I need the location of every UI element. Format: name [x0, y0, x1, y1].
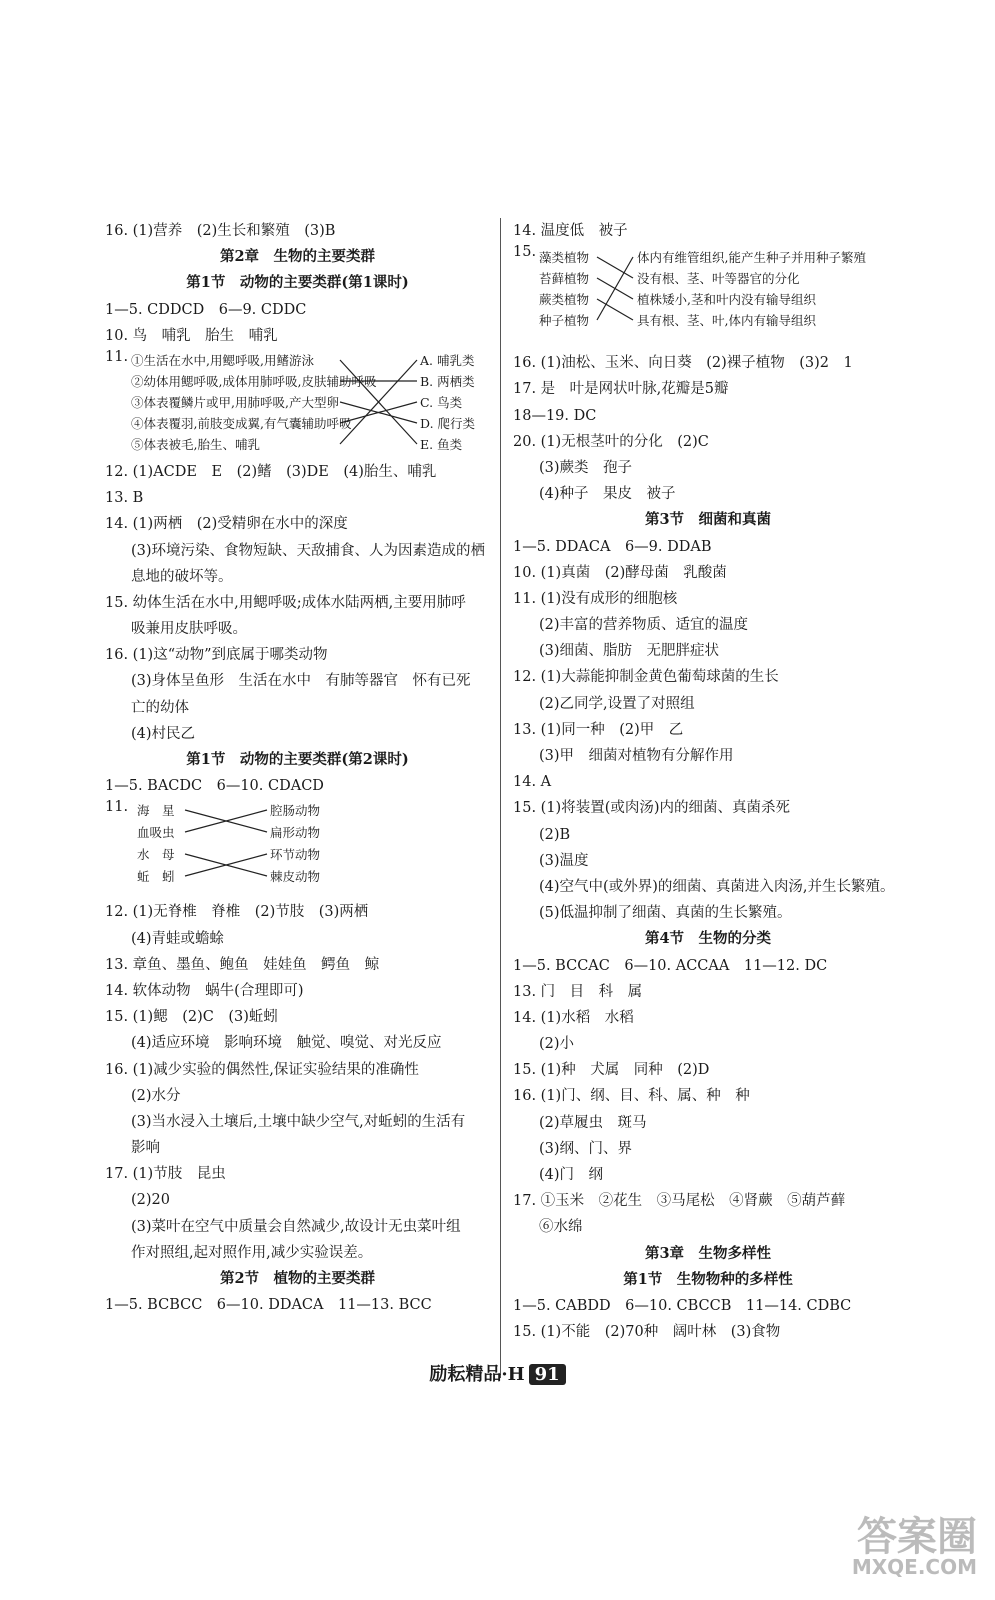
right-column: [513, 218, 903, 1345]
page-number: 91: [529, 1364, 566, 1385]
answer-line: (2)丰富的营养物质、适宜的温度: [539, 617, 749, 634]
answer-line: 14. A: [513, 774, 552, 791]
section-heading: 第1节 动物的主要类群(第1课时): [186, 274, 409, 292]
footer-brand: 励耘精品·H: [429, 1364, 525, 1385]
match-right-item: C. 鸟类: [420, 394, 463, 410]
question-number: 11.: [105, 799, 129, 816]
answer-line: 13. 章鱼、墨鱼、鲍鱼 娃娃鱼 鳄鱼 鲸: [105, 956, 380, 973]
match-left-item: 苔藓植物: [539, 271, 590, 287]
answer-line: 10. (1)真菌 (2)酵母菌 乳酸菌: [513, 564, 727, 581]
answer-line: 15. 幼体生活在水中,用鳃呼吸;成体水陆两栖,主要用肺呼: [105, 594, 466, 611]
answer-line: 作对照组,起对照作用,减少实验误差。: [131, 1244, 373, 1261]
answer-line: 息地的破坏等。: [131, 568, 233, 585]
answer-line: 16. (1)油松、玉米、向日葵 (2)裸子植物 (3)2 1: [513, 355, 853, 372]
answer-line: (4)种子 果皮 被子: [539, 486, 676, 503]
column-divider: [500, 218, 501, 1378]
match-right-item: 棘皮动物: [270, 869, 321, 885]
answer-line: 13. (1)同一种 (2)甲 乙: [513, 721, 684, 738]
section-heading: 第2节 植物的主要类群: [219, 1270, 376, 1287]
match-right-item: 环节动物: [270, 847, 321, 863]
question-number: 15.: [513, 244, 537, 261]
answer-line: 14. (1)水稻 水稻: [513, 1009, 634, 1026]
answer-line: 吸兼用皮肤呼吸。: [131, 621, 247, 638]
match-question-animals: [105, 349, 490, 459]
answer-line: 16. (1)营养 (2)生长和繁殖 (3)B: [105, 223, 336, 239]
answer-line: 1—5. DDACA 6—9. DDAB: [513, 538, 712, 555]
match-right-item: 体内有维管组织,能产生种子并用种子繁殖: [637, 250, 866, 266]
question-number: 11.: [105, 348, 129, 365]
answer-line: 14. 温度低 被子: [513, 223, 628, 239]
answer-line: (3)当水浸入土壤后,土壤中缺少空气,对蚯蚓的生活有: [131, 1113, 466, 1130]
answer-line: (3)菜叶在空气中质量会自然减少,故设计无虫菜叶组: [131, 1218, 461, 1235]
answer-line: 10. 鸟 哺乳 胎生 哺乳: [105, 327, 278, 344]
answer-line: 11. (1)没有成形的细胞核: [513, 590, 678, 607]
answer-line: (3)甲 细菌对植物有分解作用: [539, 748, 734, 764]
answer-line: 1—5. BCCAC 6—10. ACCAA 11—12. DC: [513, 957, 828, 974]
answer-line: (3)细菌、脂肪 无肥胖症状: [539, 643, 720, 660]
answer-line: 15. (1)鳃 (2)C (3)蚯蚓: [105, 1009, 278, 1026]
match-left-item: 蕨类植物: [539, 292, 590, 308]
match-right-item: D. 爬行类: [420, 415, 476, 431]
answer-line: (3)纲、门、界: [539, 1140, 633, 1157]
answer-line: (5)低温抑制了细菌、真菌的生长繁殖。: [539, 905, 792, 922]
match-right-item: 植株矮小,茎和叶内没有输导组织: [637, 292, 816, 308]
answer-line: 影响: [131, 1140, 160, 1157]
answer-line: (4)空气中(或外界)的细菌、真菌进入肉汤,并生长繁殖。: [539, 878, 895, 895]
answer-line: (4)门 纲: [539, 1167, 604, 1183]
match-question-plants: [513, 244, 903, 350]
answer-line: 13. 门 目 科 属: [513, 983, 643, 1000]
section-heading: 第2章 生物的主要类群: [219, 248, 376, 266]
section-heading: 第3章 生物多样性: [644, 1244, 772, 1262]
answer-line: (2)20: [131, 1192, 170, 1209]
answer-line: 12. (1)大蒜能抑制金黄色葡萄球菌的生长: [513, 669, 779, 686]
answer-line: 17. ①玉米 ②花生 ③马尾松 ④肾蕨 ⑤葫芦藓: [513, 1193, 846, 1210]
answer-line: 20. (1)无根茎叶的分化 (2)C: [513, 433, 709, 450]
match-right-item: E. 鱼类: [420, 436, 463, 452]
match-left-item: ⑤体表被毛,胎生、哺乳: [131, 436, 260, 452]
answer-line: 16. (1)这“动物”到底属于哪类动物: [105, 647, 328, 664]
match-left-item: 藻类植物: [539, 250, 590, 266]
answer-line: (3)环境污染、食物短缺、天敌捕食、人为因素造成的栖: [131, 542, 486, 559]
answer-line: 15. (1)种 犬属 同种 (2)D: [513, 1062, 710, 1079]
section-heading: 第4节 生物的分类: [644, 930, 772, 948]
match-left-item: 蚯 蚓: [137, 869, 175, 885]
answer-line: (4)村民乙: [131, 725, 196, 742]
match-right-item: B. 两栖类: [420, 373, 475, 389]
answer-line: 16. (1)减少实验的偶然性,保证实验结果的准确性: [105, 1061, 419, 1078]
answer-line: 17. 是 叶是网状叶脉,花瓣是5瓣: [513, 381, 729, 398]
match-left-item: ④体表覆羽,前肢变成翼,有气囊辅助呼吸: [131, 415, 352, 431]
match-line: [597, 257, 633, 320]
match-right-item: 扁形动物: [270, 825, 321, 841]
answer-line: 1—5. CDDCD 6—9. CDDC: [105, 301, 307, 318]
match-left-item: 血吸虫: [137, 825, 175, 841]
match-left-item: 海 星: [137, 803, 175, 819]
answer-line: 亡的幼体: [131, 699, 189, 716]
match-left-item: ①生活在水中,用鳃呼吸,用鳍游泳: [131, 352, 314, 368]
answer-line: 1—5. CABDD 6—10. CBCCB 11—14. CDBC: [513, 1297, 852, 1314]
match-left-item: ③体表覆鳞片或甲,用肺呼吸,产大型卵: [131, 394, 339, 410]
answer-line: (2)小: [539, 1036, 575, 1053]
answer-line: (4)适应环境 影响环境 触觉、嗅觉、对光反应: [131, 1035, 442, 1052]
answer-line: 14. (1)两栖 (2)受精卵在水中的深度: [105, 516, 348, 533]
answer-line: 17. (1)节肢 昆虫: [105, 1166, 226, 1183]
answer-line: 1—5. BCBCC 6—10. DDACA 11—13. BCC: [105, 1297, 432, 1314]
answer-line: (3)温度: [539, 852, 589, 869]
match-left-item: ②幼体用鳃呼吸,成体用肺呼吸,皮肤辅助呼吸: [131, 373, 377, 389]
answer-line: (4)青蛙或蟾蜍: [131, 930, 225, 947]
answer-line: 12. (1)无脊椎 脊椎 (2)节肢 (3)两栖: [105, 904, 369, 921]
match-right-item: A. 哺乳类: [420, 352, 475, 368]
answer-line: 13. B: [105, 490, 144, 507]
match-left-item: 种子植物: [539, 313, 590, 329]
match-right-item: 腔肠动物: [270, 803, 321, 819]
answer-line: (3)身体呈鱼形 生活在水中 有肺等器官 怀有已死: [131, 673, 471, 690]
section-heading: 第1节 动物的主要类群(第2课时): [186, 751, 409, 768]
match-left-item: 水 母: [137, 847, 175, 863]
answer-line: ⑥水绵: [539, 1219, 583, 1236]
answer-line: 14. 软体动物 蜗牛(合理即可): [105, 982, 304, 999]
answer-line: (2)B: [539, 826, 571, 843]
left-column: [105, 218, 490, 1318]
answer-line: 16. (1)门、纲、目、科、属、种 种: [513, 1088, 750, 1105]
answer-line: 15. (1)将装置(或肉汤)内的细菌、真菌杀死: [513, 800, 791, 817]
answer-line: 18—19. DC: [513, 407, 597, 424]
page-footer: [0, 1360, 995, 1386]
watermark-logo: 答案圈: [857, 1514, 977, 1560]
match-right-item: 没有根、茎、叶等器官的分化: [637, 271, 800, 287]
answer-line: (3)蕨类 孢子: [539, 459, 633, 476]
section-heading: 第3节 细菌和真菌: [644, 511, 772, 529]
answer-line: (2)草履虫 斑马: [539, 1114, 647, 1131]
match-right-item: 具有根、茎、叶,体内有输导组织: [637, 313, 816, 329]
answer-line: (2)水分: [131, 1087, 181, 1104]
answer-line: (2)乙同学,设置了对照组: [539, 695, 695, 712]
section-heading: 第1节 生物物种的多样性: [623, 1270, 793, 1288]
match-question-invertebrates: [105, 799, 490, 899]
answer-line: 15. (1)不能 (2)70种 阔叶林 (3)食物: [513, 1324, 781, 1341]
answer-line: 1—5. BACDC 6—10. CDACD: [105, 778, 324, 795]
answer-line: 12. (1)ACDE E (2)鳍 (3)DE (4)胎生、哺乳: [105, 463, 437, 480]
watermark-url: MXQE.COM: [851, 1555, 977, 1579]
